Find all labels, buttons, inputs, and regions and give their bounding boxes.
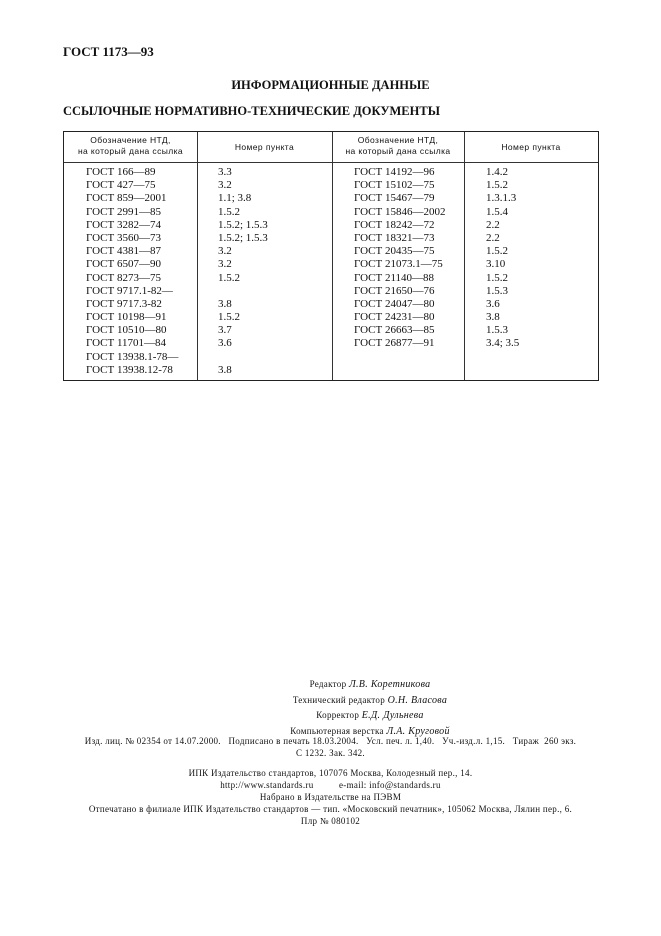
doc-cell: ГОСТ 427—75 [86, 179, 156, 192]
document-code: ГОСТ 1173—93 [63, 44, 154, 59]
item-cell: 1.5.2 [218, 271, 240, 284]
publisher-line: ИПК Издательство стандартов, 107076 Москва, Колодезный пер., 14. [188, 768, 473, 778]
header-item-left: Номер пункта [234, 142, 295, 152]
item-cell: 1.1; 3.8 [218, 192, 252, 205]
doc-cell: ГОСТ 6507—90 [86, 258, 161, 271]
doc-cell: ГОСТ 166—89 [86, 166, 156, 178]
credits-block [210, 677, 530, 739]
doc-cell: ГОСТ 26877—91 [354, 337, 435, 350]
item-cell: 1.5.2 [486, 179, 508, 192]
column-divider [332, 132, 333, 380]
right-docs-column [354, 166, 445, 351]
item-cell: 2.2 [486, 218, 500, 231]
column-divider [464, 132, 465, 380]
doc-cell: ГОСТ 13938.12-78 [86, 363, 173, 376]
doc-cell: ГОСТ 18242—72 [354, 218, 435, 231]
credit-corrector: Корректор Е.Д. Дульнева [316, 710, 424, 721]
item-cell: 1.5.2 [218, 311, 240, 324]
doc-cell: ГОСТ 4381—87 [86, 245, 161, 258]
typeset-line: Набрано в Издательстве на ПЭВМ [259, 792, 402, 802]
header-divider [64, 162, 598, 163]
section-title: ИНФОРМАЦИОННЫЕ ДАННЫЕ [231, 78, 430, 92]
doc-cell: ГОСТ 26663—85 [354, 324, 435, 337]
doc-cell: ГОСТ 15102—75 [354, 179, 435, 192]
item-cell: 3.8 [218, 297, 232, 310]
item-cell: 3.2 [218, 258, 232, 271]
right-items-column [486, 166, 519, 351]
item-cell: 3.3 [218, 166, 232, 178]
doc-cell: ГОСТ 11701—84 [86, 337, 167, 350]
doc-cell: ГОСТ 20435—75 [354, 245, 435, 258]
item-cell [218, 285, 268, 298]
doc-cell: ГОСТ 15846—2002 [354, 205, 446, 218]
item-cell: 1.5.2; 1.5.3 [218, 231, 268, 244]
item-cell: 1.5.3 [486, 284, 508, 297]
references-table [63, 131, 599, 381]
item-cell: 3.2 [218, 179, 232, 192]
doc-cell: ГОСТ 859—2001 [86, 192, 167, 205]
item-cell: 1.4.2 [486, 166, 508, 178]
item-cell: 1.5.2 [218, 205, 240, 218]
doc-cell: ГОСТ 2991—85 [86, 205, 161, 218]
doc-cell: ГОСТ 9717.3-82 [86, 297, 162, 310]
doc-cell: ГОСТ 13938.1-78— [86, 350, 179, 363]
doc-cell: ГОСТ 21140—88 [354, 271, 435, 284]
credit-layout: Компьютерная верстка Л.А. Круговой [290, 725, 450, 737]
item-cell: 1.3.1.3 [486, 192, 517, 205]
item-cell: 1.5.2; 1.5.3 [218, 218, 268, 231]
order-line: С 1232. Зак. 342. [296, 748, 365, 758]
header-item-right: Номер пункта [501, 142, 561, 152]
doc-cell: ГОСТ 24047—80 [354, 297, 435, 310]
doc-cell: ГОСТ 3282—74 [86, 218, 161, 231]
plr-line: Плр № 080102 [300, 816, 361, 826]
item-cell: 3.6 [218, 337, 232, 350]
item-cell: 1.5.4 [486, 205, 508, 218]
header-ntd-right: Обозначение НТД, на который дана ссылка [345, 135, 451, 156]
item-cell: 3.6 [486, 297, 500, 310]
item-cell: 3.2 [218, 245, 232, 258]
item-cell: 3.4; 3.5 [486, 337, 520, 350]
doc-cell: ГОСТ 24231—80 [354, 311, 435, 324]
subsection-title: ССЫЛОЧНЫЕ НОРМАТИВНО-ТЕХНИЧЕСКИЕ ДОКУМЕНТЫ [63, 104, 440, 118]
doc-cell: ГОСТ 8273—75 [86, 271, 161, 284]
item-cell: 1.5.2 [486, 271, 508, 284]
item-cell: 3.7 [218, 324, 232, 337]
item-cell: 1.5.2 [486, 245, 508, 258]
left-items-column [218, 166, 268, 377]
item-cell: 3.8 [486, 311, 500, 324]
doc-cell: ГОСТ 9717.1-82— [86, 284, 173, 297]
column-divider [197, 132, 198, 380]
doc-cell: ГОСТ 15467—79 [354, 192, 435, 205]
item-cell: 1.5.3 [486, 324, 508, 337]
header-ntd-left: Обозначение НТД, на который дана ссылка [77, 135, 184, 156]
doc-cell: ГОСТ 21073.1—75 [354, 258, 443, 271]
credit-tech-editor: Технический редактор О.Н. Власова [292, 694, 448, 706]
doc-cell: ГОСТ 3560—73 [86, 231, 161, 244]
print-line: Отпечатано в филиале ИПК Издательство стандартов — тип. «Московский печатник», 105062 Москва, Лялин пер., 6. [88, 804, 573, 814]
item-cell: 3.10 [486, 258, 506, 271]
doc-cell: ГОСТ 21650—76 [354, 284, 435, 297]
doc-cell: ГОСТ 18321—73 [354, 231, 435, 244]
doc-cell: ГОСТ 10198—91 [86, 311, 167, 324]
web-line: http://www.standards.ru e-mail: info@standards.ru [220, 780, 441, 790]
license-line: Изд. лиц. № 02354 от 14.07.2000. Подписано в печать 18.03.2004. Усл. печ. л. 1,40. Уч.-изд.л. 1,15. Тираж 260 экз. [84, 736, 577, 746]
doc-cell: ГОСТ 10510—80 [86, 324, 167, 337]
credit-editor: Редактор Л.В. Коретникова [309, 679, 431, 690]
left-docs-column [86, 166, 178, 377]
item-cell [218, 351, 268, 364]
item-cell: 3.8 [218, 363, 232, 376]
doc-cell: ГОСТ 14192—96 [354, 166, 435, 178]
item-cell: 2.2 [486, 231, 500, 244]
